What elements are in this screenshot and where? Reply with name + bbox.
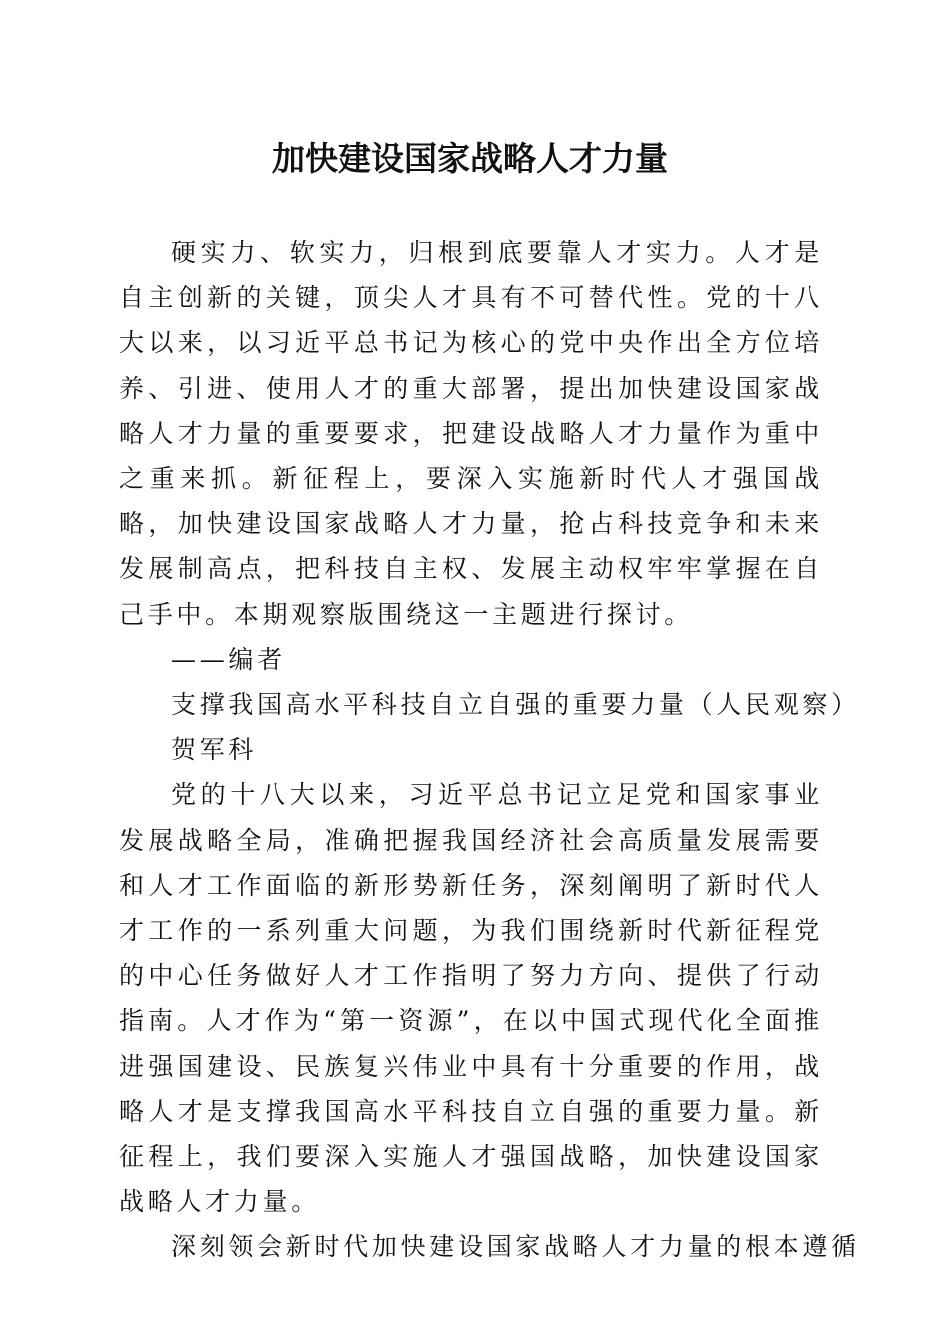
editor-note: ——编者 xyxy=(171,644,286,674)
body-paragraph: 党的十八大以来，习近平总书记立足党和国家事业发展战略全局，准确把握我国经济社会高质量发展需要和人才工作面临的新形势新任务，深刻阐明了新时代人才工作的一系列重大问题，为我们围绕新时代新征程党的中心任务做好人才工作指明了努力方向、提供了行动指南。人才作为“第一资源”，在以中国式现代化全面推进强国建设、民族复兴伟业中具有十分重要的作用，战略人才是支撑我国高水平科技自立自强的重要力量。新征程上，我们要深入实施人才强国战略，加快建设国家战略人才力量。 xyxy=(119,780,823,1217)
author-name: 贺军科 xyxy=(171,735,258,765)
section-heading: 深刻领会新时代加快建设国家战略人才力量的根本遵循 xyxy=(171,1232,860,1262)
article-subtitle: 支撑我国高水平科技自立自强的重要力量（人民观察） xyxy=(171,690,860,720)
document-body xyxy=(119,230,860,1270)
document-title: 加快建设国家战略人才力量 xyxy=(272,139,668,178)
intro-paragraph: 硬实力、软实力，归根到底要靠人才实力。人才是自主创新的关键，顶尖人才具有不可替代性。党的十八大以来，以习近平总书记为核心的党中央作出全方位培养、引进、使用人才的重大部署，提出加快建设国家战略人才力量的重要要求，把建设战略人才力量作为重中之重来抓。新征程上，要深入实施新时代人才强国战略，加快建设国家战略人才力量，抢占科技竞争和未来发展制高点，把科技自主权、发展主动权牢牢掌握在自己手中。本期观察版围绕这一主题进行探讨。 xyxy=(119,238,823,629)
